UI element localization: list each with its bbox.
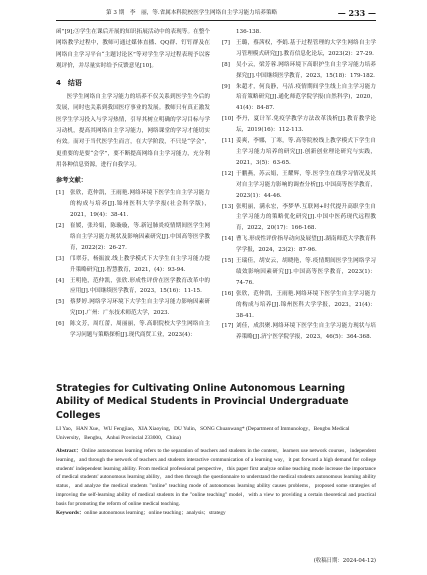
keywords-text: online autonomous learning；online teaching；analysis；strategy (84, 509, 226, 516)
reference-text: 张欣，范仲凯，王雨艳.网络环境下医学生自主学习能力的构成与培养[J].锦州医科大学学报(社会科学版)，2021，19(4)：38-41. (70, 190, 210, 219)
reference-text: 陈文芳，周红蕾，周丽丽，等.高职院校大学生网络自主学习问题与策略探析[J].现代商贸工业，2023(4)： (70, 321, 210, 339)
reference-text: 姜爽，李娜，丁寒，等.高等院校线上教学模式下学生自主学习能力培养的研究[J].创新创业理论研究与实践，2021，3(5)：63-65. (236, 138, 376, 166)
reference-text: 崔媛，张玲娟，陈璇璇，等.新冠肺炎疫情期间医学生网络自主学习能力现状及影响因素研究[J].中国高等医学教育，2022(2)：26-27. (70, 222, 210, 251)
reference-item (56, 297, 210, 319)
english-authors: LI Yao，HAN Xue，WU Fengjiao，XIA Xiaoying，DU Yulin，SONG Chuanwang* (56, 426, 245, 433)
reference-number: [17] (222, 323, 234, 330)
reference-item (222, 289, 376, 322)
reference-text: 曹飞.形成性评价指导动向及展望[J].湖南师范大学教育科学学报，2024，23(2)：87-96. (236, 236, 376, 254)
reference-text: 蔡梦婷.网络学习环境下大学生自主学习能力影响因素研究[D].广州：广东技术师范大学，2023. (70, 299, 210, 317)
reference-text: 刘佳，成洪聚.网络环境下医学生自主学习能力现状与培养策略[J].济宁医学院学报，2023，46(5)：364-368. (236, 323, 376, 341)
reference-number: [13] (222, 203, 234, 210)
reference-item (222, 38, 376, 60)
reference-item (222, 136, 376, 169)
reference-text: 张欣，范仲凯，王雨艳.网络环境下医学生自主学习能力的构成与培养[J].锦州医科大学学报，2023，21(4)：38-41. (236, 290, 376, 319)
reference-item (222, 256, 376, 289)
reference-number: [1] (56, 190, 64, 197)
reference-text: 张明丽，满永宏，李梦华.互联网+时代提升高职学生自主学习能力的策略优化研究[J].中国中医药现代远程教育，2022，20(17)：166-168. (236, 203, 376, 232)
reference-number: [7] (222, 39, 230, 46)
running-header (56, 7, 376, 19)
received-date: (收稿日期：2024-04-12) (313, 558, 376, 564)
keywords-label: Keywords： (56, 509, 85, 516)
abstract-text: Online autonomous learning refers to the separation of teachers and students in the content，learners use network courses，independent learning，and through the network of teachers and students interactive communication of a learning way，it put forward a high demand for college students' independent learning ability. From medical professional perspective，this paper first analyze online teaching mode increase the importance of medical students' autonomous learning ability，and then through the questionnaire to understand the medical students autonomous learning ability status，and analyze the medical students "online" teaching mode of autonomous learning ability causes problems，proposed some strategies of improving the self-learning ability of medical students in the "online teaching" model，with a view to providing a certain theoretical and practical basis for promoting the reform of online medical teaching. (56, 448, 376, 507)
reference-number: [15] (222, 258, 234, 265)
reference-number: [12] (222, 170, 234, 177)
abstract-label: Abstract： (56, 448, 82, 455)
reference-number: [5] (56, 299, 64, 306)
reference-text: 吴小云，梁芳蓉.网络环境下高职护生自主学习能力培养探究[J].中国继续医学教育，2023，15(18)：179-182. (236, 61, 376, 79)
english-affiliation: (Department of Immunology，Bengbu Medical University，Bengbu，Anhui Provincial 233000，China) (56, 426, 350, 442)
reference-list (56, 188, 210, 341)
reference-text: 邝翠芬，杨振波.线上教学模式下大学生自主学习能力提升策略研究[J].智慧教育，2021，(4)：93-94. (70, 255, 210, 273)
reference-continuation (222, 27, 376, 38)
right-column (222, 27, 376, 343)
left-column (56, 27, 210, 341)
reference-item (222, 234, 376, 256)
reference-text: 王瑞佳，胡安云，胡晓艳，等.疫情期间医学生网络学习绩效影响因素研究[J].中国高等医学教育，2023(1)：74-76. (236, 258, 376, 286)
reference-number: [4] (56, 277, 64, 284)
reference-item (56, 276, 210, 298)
reference-item (222, 202, 376, 235)
reference-item (222, 60, 376, 82)
reference-text: 李丹，夏计军.免疫学教学方法改革浅析[J].教育教学论坛，2019(16)：112-113. (236, 116, 376, 134)
reference-number: [6] (56, 321, 64, 328)
reference-text: 王璐，蔡茜权，李娟.基于过程管理的大学生网络自主学习管理模式研究[J].教育信息化论坛，2023(2)：27-29. (236, 39, 376, 57)
english-keywords (56, 509, 376, 518)
english-authors-line (56, 425, 376, 443)
reference-number: [8] (222, 61, 230, 68)
body-paragraph: 函”[9];③学生在课后开展的知识拓展活动中的表现等。在整个网络教学过程中，教师可通过媒体直播、QQ群、钉钉群及在网络自主学习平台“主题讨论区”等对学生学习过程表现予以客观评价，并尽量实时给予反馈意见[10]。 (56, 29, 210, 69)
header-rule (56, 20, 376, 21)
reference-number: [10] (222, 116, 234, 123)
reference-number: [11] (222, 138, 234, 145)
reference-text: 王明艳，范仲凯，张欣.形成性评价在医学教育改革中的应用[J].中国继续医学教育，2023，15(16)：11-15. (70, 277, 210, 295)
reference-item (222, 321, 376, 343)
reference-item (222, 114, 376, 136)
reference-item (222, 82, 376, 115)
page-number: — 233 — (337, 8, 376, 18)
section-heading: 4 结语 (56, 79, 82, 88)
reference-number: [16] (222, 290, 234, 297)
reference-item (56, 221, 210, 254)
english-abstract-section (56, 382, 376, 517)
running-header-title: 第 3 期 李 丽，等.省属本科院校医学生网络自主学习能力培养策略 (106, 10, 278, 16)
reference-item (56, 254, 210, 276)
english-title: Strategies for Cultivating Online Autonomous Learning Ability of Medical Students in Provincial Undergraduate Colleges (56, 383, 349, 421)
reference-text: 于鹏燕，苏云娟，王耀辉，等.医学生在线学习情况及其对自主学习能力影响的调查分析[J].中国高等医学教育，2023(1)：44-46. (236, 170, 376, 199)
conclusion-paragraph: 医学生网络自主学习能力的培养不仅关系到医学生今后的发展，同时也关系到我国医疗事业的发展。教师只有真正激发医学生学习投入与学习热情，引导其树立明确的学习目标与学习动机，提高其网络自主学习能力，网络课堂的学习才能切实有效。而对于当代医学生而言，在大学阶段，不只是“学会”，更重要的是要“会学”，要不断提高网络自主学习能力，充分利用各种信息资源，进行自我学习。 (56, 94, 210, 168)
reference-text: 朱超才，何良静，马洁.疫情期间学生线上自主学习能力培育策略研究[J].通化师范学院学报(自然科学)，2020，41(4)：84-87. (236, 83, 376, 112)
reference-item (56, 188, 210, 221)
reference-number: [3] (56, 255, 64, 262)
reference-item (222, 169, 376, 202)
reference-number: [9] (222, 83, 230, 90)
reference-number: [14] (222, 236, 234, 243)
english-abstract (56, 447, 376, 509)
reference-item (56, 319, 210, 341)
reference-text: 136-138. (236, 29, 262, 35)
reference-number: [2] (56, 222, 64, 229)
references-heading: 参考文献： (56, 177, 87, 185)
